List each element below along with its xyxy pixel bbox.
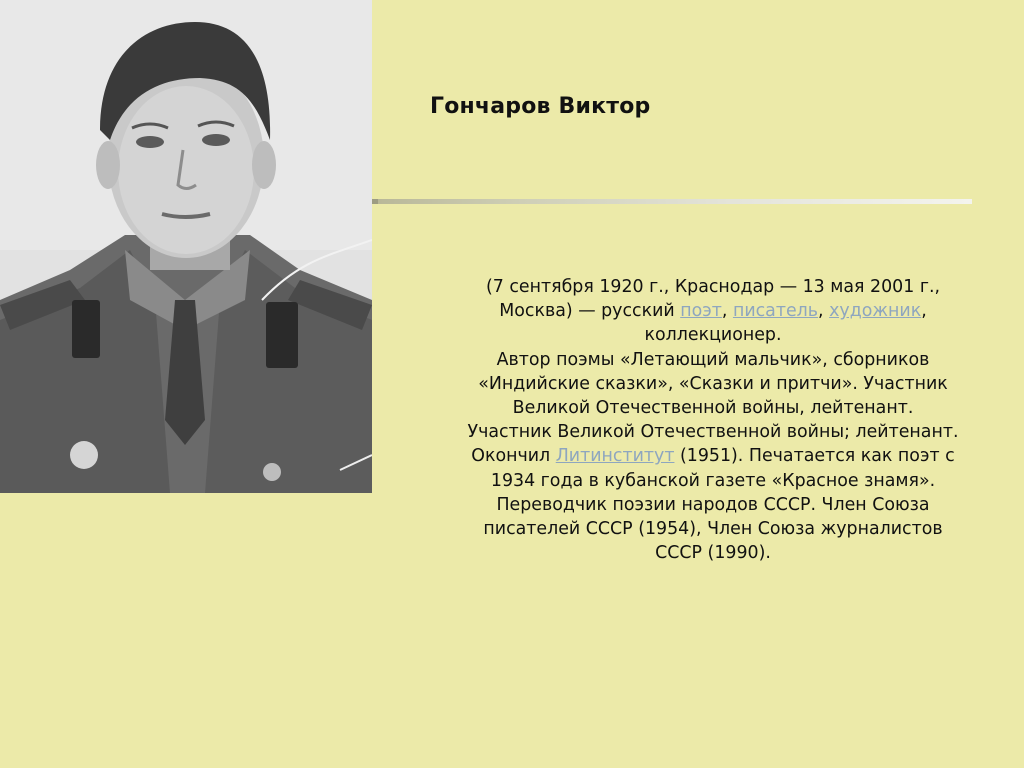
divider-accent [372,199,378,204]
bio-paragraph-works: Автор поэмы «Летающий мальчик», сборников «Индийские сказки», «Сказки и притчи». Участник Великой Отечественной войны, лейтенант. [478,349,948,419]
link-writer[interactable]: писатель [732,301,819,322]
portrait-photo [0,0,372,493]
bio-paragraph-dates [466,275,960,348]
biography-text [466,275,960,565]
person-portrait-icon [0,0,372,493]
title-divider [372,199,972,204]
bio-dates-text: (7 сентября 1920 г., Краснодар — 13 мая 2001 г., Москва) — русский [485,277,941,322]
bio-paragraph-career [466,444,960,565]
bio-sep-1: , [721,301,733,322]
bio-collector-text: , коллекционер. [644,301,927,346]
link-artist[interactable]: художник [829,301,922,322]
link-poet[interactable]: поэт [680,301,722,322]
bio-sep-2: , [818,301,830,322]
link-litinstitut[interactable]: Литинститут [555,446,675,467]
bio-career-text: (1951). Печатается как поэт с 1934 года в кубанской газете «Красное знамя». Переводчик поэзии народов СССР. Член Союза писателей СССР (1954), Член Союза журналистов СССР (1990). [483,446,955,564]
page-title: Гончаров Виктор [430,94,651,119]
bio-graduated-text: Окончил [471,446,556,467]
bio-paragraph-war: Участник Великой Отечественной войны; лейтенант. [467,422,959,443]
